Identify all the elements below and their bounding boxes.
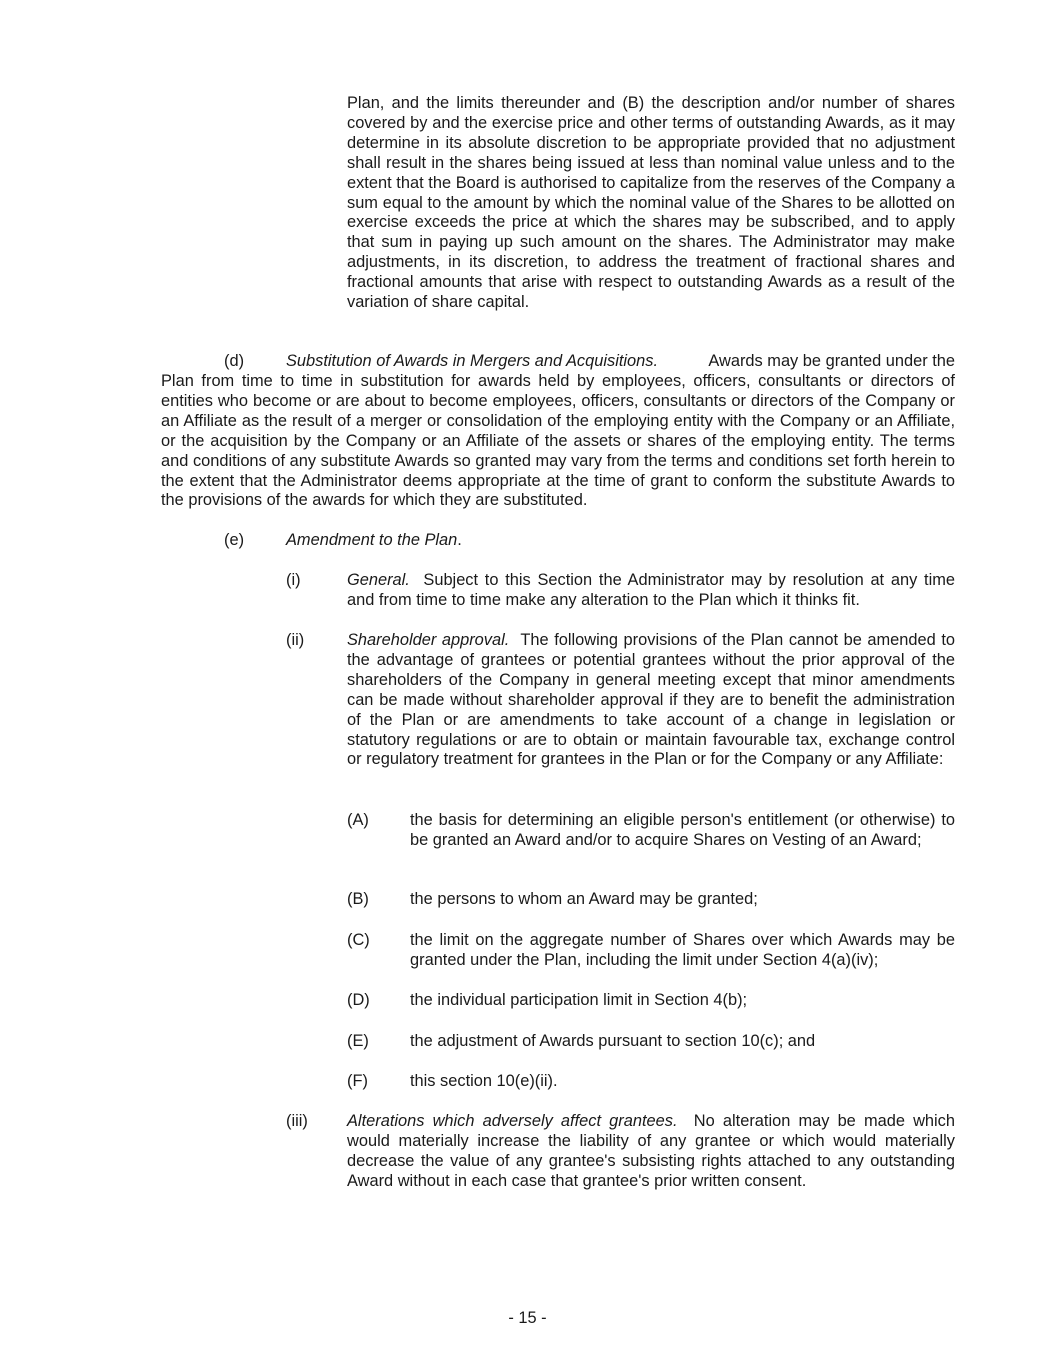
paragraph-c-continuation: Plan, and the limits thereunder and (B) the description and/or number of shares covered by and the exercise price and other terms of outstanding Awards, as it may determine in its absolute discretion to be appropriate provided that no adjustment shall result in the shares being issued at less than nominal value unless and to the extent that the Board is authorised to capitalize from the reserves of the Company a sum equal to the amount by which the nominal value of the Shares to be allotted on exercise exceeds the price at which the shares may be subscribed, and to apply that sum in paying up such amount on the shares. The Administrator may make adjustments, in its discretion, to address the treatment of fractional shares and fractional amounts that arise with respect to outstanding Awards as a result of the variation of share capital. — [347, 94, 955, 312]
item-e-ii-heading: Shareholder approval. — [347, 631, 510, 649]
page-number: - 15 - — [508, 1309, 547, 1327]
subitem-f-text: this section 10(e)(ii). — [410, 1072, 558, 1090]
item-e-iii-label: (iii) — [286, 1112, 308, 1130]
paragraph-e-heading-period: . — [457, 531, 462, 549]
item-e-ii-text: The following provisions of the Plan cannot be amended to the advantage of grantees or potential grantees without the prior approval of the shareholders of the Company in general meeting except that minor amendments can be made without shareholder approval if they are to benefit the administration of the Plan or are amendments to take account of a change in legislation or statutory regulations or are to obtain or maintain favourable tax, exchange control or regulatory treatment for grantees in the Plan or for the Company or any Affiliate: — [347, 631, 955, 769]
subitem-b-label: (B) — [347, 890, 369, 908]
paragraph-d-heading: Substitution of Awards in Mergers and Acquisitions. — [286, 352, 659, 370]
subitem-a-label: (A) — [347, 811, 369, 829]
subitem-d-label: (D) — [347, 991, 370, 1009]
paragraph-d-first-line — [286, 352, 955, 372]
paragraph-e-heading: Amendment to the Plan — [286, 531, 458, 549]
item-e-iii-text: No alteration may be made which would materially increase the liability of any grantee or which would materially decrease the value of any grantee's subsisting rights attached to any outstanding Award without in each case that grantee's prior written consent. — [347, 1112, 955, 1190]
subitem-f-label: (F) — [347, 1072, 368, 1090]
paragraph-e-label: (e) — [224, 531, 245, 549]
subitem-c-label: (C) — [347, 931, 370, 949]
item-e-iii-body — [347, 1112, 955, 1192]
paragraph-d-text-first: Awards may be granted under the — [708, 352, 955, 370]
item-e-ii-label: (ii) — [286, 631, 305, 649]
item-e-iii-heading: Alterations which adversely affect grantees. — [347, 1112, 678, 1130]
item-e-i-label: (i) — [286, 571, 301, 589]
subitem-b-text: the persons to whom an Award may be granted; — [410, 890, 758, 908]
subitem-c-text: the limit on the aggregate number of Shares over which Awards may be granted under the Plan, including the limit under Section 4(a)(iv); — [410, 931, 955, 969]
item-e-ii-body — [347, 631, 955, 770]
paragraph-d-label: (d) — [224, 352, 245, 370]
item-e-i-heading: General. — [347, 571, 410, 589]
item-e-i-body — [347, 571, 955, 611]
subitem-a-text: the basis for determining an eligible person's entitlement (or otherwise) to be granted an Award and/or to acquire Shares on Vesting of an Award; — [410, 811, 955, 849]
item-e-i-text: Subject to this Section the Administrator may by resolution at any time and from time to time make any alteration to the Plan which it thinks fit. — [347, 571, 956, 609]
subitem-d-text: the individual participation limit in Section 4(b); — [410, 991, 748, 1009]
paragraph-e-heading-line — [286, 531, 462, 551]
paragraph-d-body: Plan from time to time in substitution for awards held by employees, officers, consultants or directors of entities who become or are about to become employees, officers, consultants or directors of the Company or an Affiliate as the result of a merger or consolidation of the employing entity with the Company or an Affiliate, or the acquisition by the Company or an Affiliate of the assets or shares of the employing entity. The terms and conditions of any substitute Awards so granted may vary from the terms and conditions set forth herein to the extent that the Administrator deems appropriate at the time of grant to conform the substitute Awards to the provisions of the awards for which they are substituted. — [161, 372, 955, 510]
subitem-e-label: (E) — [347, 1032, 369, 1050]
subitem-e-text: the adjustment of Awards pursuant to section 10(c); and — [410, 1032, 816, 1050]
